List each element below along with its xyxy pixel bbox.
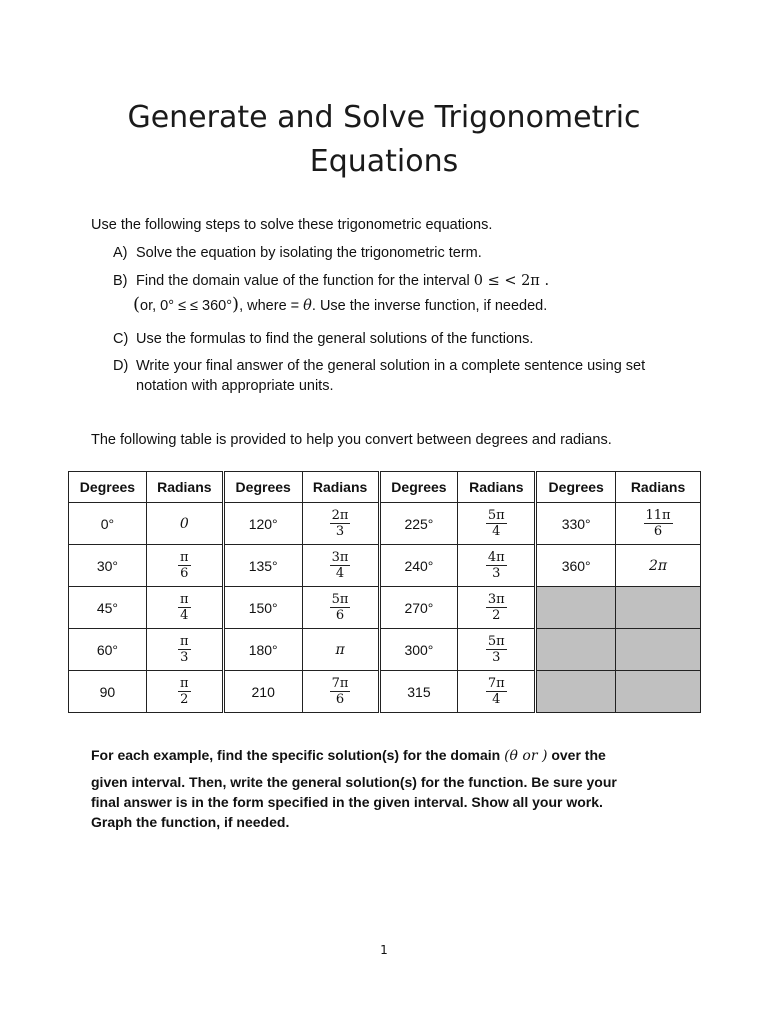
fraction-denominator: 2 [492, 608, 501, 623]
step-text: Solve the equation by isolating the trigonometric term. [136, 245, 482, 261]
radian-fraction [486, 634, 507, 665]
radians-cell [146, 629, 223, 671]
radian-fraction [178, 676, 191, 707]
table-header-row [69, 472, 701, 503]
degrees-cell: 90 [69, 671, 147, 713]
radians-cell [302, 587, 379, 629]
fraction-numerator: 5π [487, 508, 505, 523]
radians-cell [302, 503, 379, 545]
instructions-text: For each example, find the specific solution(s) for the domain [91, 747, 505, 763]
degrees-cell: 60° [69, 629, 147, 671]
degrees-cell: 120° [223, 503, 302, 545]
header-radians: Radians [146, 472, 223, 503]
radian-fraction [486, 676, 507, 707]
radians-cell [458, 629, 536, 671]
header-radians: Radians [616, 472, 701, 503]
radians-cell [458, 545, 536, 587]
radians-cell [458, 671, 536, 713]
header-degrees: Degrees [379, 472, 458, 503]
radians-cell [146, 503, 223, 545]
degrees-cell: 180° [223, 629, 302, 671]
title-line-1: Generate and Solve Trigonometric [127, 100, 641, 135]
paren-open: ( [133, 294, 141, 315]
step-text: Write your final answer of the general solution in a complete sentence using set [136, 358, 646, 374]
instructions-line-4: Graph the function, if needed. [91, 814, 290, 830]
table-row [69, 503, 701, 545]
inverse-text: . Use the inverse function, if needed. [311, 298, 548, 314]
degrees-cell: 0° [69, 503, 147, 545]
fraction-denominator: 3 [492, 650, 501, 665]
radians-cell [616, 503, 701, 545]
degrees-cell: 150° [223, 587, 302, 629]
fraction-numerator: 11π [645, 508, 671, 523]
fraction-denominator: 2 [180, 692, 189, 707]
fraction-denominator: 6 [335, 692, 345, 707]
fraction-numerator: 4π [487, 550, 505, 565]
degrees-cell: 30° [69, 545, 147, 587]
theta-symbol: θ [303, 298, 312, 314]
radians-cell [146, 587, 223, 629]
radian-fraction [486, 592, 507, 623]
fraction-numerator: 7π [487, 676, 505, 691]
domain-symbols: (θ or ) [504, 748, 548, 764]
fraction-numerator: 2π [331, 508, 349, 523]
title-line-2: Equations [309, 144, 459, 179]
radians-cell [458, 503, 536, 545]
fraction-denominator: 4 [180, 608, 189, 623]
step-text: notation with appropriate units. [136, 378, 334, 394]
radian-fraction [178, 550, 191, 581]
fraction-numerator: 7π [331, 676, 349, 691]
conversion-table [68, 471, 701, 713]
step-label: D) [113, 358, 129, 374]
fraction-numerator: 3π [331, 550, 349, 565]
degrees-cell: 135° [223, 545, 302, 587]
step-label: A) [113, 245, 128, 261]
fraction-denominator: 6 [180, 566, 189, 581]
fraction-numerator: π [180, 676, 189, 691]
radian-value: π [335, 642, 345, 658]
step-text: Use the formulas to find the general solutions of the functions. [136, 331, 534, 347]
fraction-numerator: 5π [487, 634, 505, 649]
instructions-line-3: final answer is in the form specified in the given interval. Show all your work. [91, 794, 603, 810]
empty-cell [536, 671, 616, 713]
radians-cell [302, 545, 379, 587]
radian-fraction [330, 676, 351, 707]
fraction-numerator: 5π [331, 592, 349, 607]
radian-fraction [644, 508, 673, 539]
radians-cell [302, 671, 379, 713]
fraction-denominator: 3 [180, 650, 189, 665]
radian-value: 2π [649, 558, 668, 574]
fraction-numerator: 3π [487, 592, 505, 607]
instructions-text: over the [547, 747, 606, 763]
degrees-cell: 360° [536, 545, 616, 587]
table-row [69, 587, 701, 629]
empty-cell [536, 587, 616, 629]
radian-fraction [486, 550, 507, 581]
instructions-line-2: given interval. Then, write the general solution(s) for the function. Be sure your [91, 774, 617, 790]
page-title [0, 96, 768, 184]
degrees-cell: 315 [379, 671, 458, 713]
paren-close: ) [232, 294, 240, 315]
intro-text: Use the following steps to solve these trigonometric equations. [91, 217, 493, 233]
fraction-numerator: π [180, 634, 189, 649]
degrees-cell: 300° [379, 629, 458, 671]
radian-fraction [330, 592, 351, 623]
where-text: , where = [239, 298, 304, 314]
radians-cell [146, 671, 223, 713]
degrees-cell: 330° [536, 503, 616, 545]
step-text-wrap [136, 271, 692, 291]
interval-math: 0 ≤ < 2π . [473, 273, 550, 289]
fraction-denominator: 3 [335, 524, 345, 539]
empty-cell [536, 629, 616, 671]
radian-fraction [178, 592, 191, 623]
header-radians: Radians [458, 472, 536, 503]
degree-interval: or, 0° ≤ ≤ 360° [140, 298, 233, 314]
instructions-line-1 [91, 745, 606, 766]
radian-fraction [330, 508, 351, 539]
step-label: C) [113, 331, 129, 347]
degrees-cell: 225° [379, 503, 458, 545]
fraction-denominator: 4 [492, 524, 501, 539]
degrees-cell: 45° [69, 587, 147, 629]
fraction-denominator: 6 [335, 608, 345, 623]
degrees-cell: 270° [379, 587, 458, 629]
radian-fraction [330, 550, 351, 581]
header-degrees: Degrees [223, 472, 302, 503]
radian-value: 0 [179, 516, 189, 532]
table-row [69, 545, 701, 587]
radian-fraction [178, 634, 191, 665]
step-b-line2-wrap [133, 295, 689, 316]
radians-cell [458, 587, 536, 629]
step-text: Find the domain value of the function for the interval [136, 273, 470, 289]
fraction-denominator: 4 [335, 566, 345, 581]
radians-cell [302, 629, 379, 671]
header-degrees: Degrees [536, 472, 616, 503]
radians-cell [616, 545, 701, 587]
empty-cell [616, 629, 701, 671]
table-intro: The following table is provided to help you convert between degrees and radians. [91, 432, 612, 448]
table-row [69, 629, 701, 671]
fraction-numerator: π [180, 592, 189, 607]
header-radians: Radians [302, 472, 379, 503]
degrees-cell: 210 [223, 671, 302, 713]
empty-cell [616, 671, 701, 713]
fraction-numerator: π [180, 550, 189, 565]
table-row [69, 671, 701, 713]
fraction-denominator: 3 [492, 566, 501, 581]
fraction-denominator: 6 [653, 524, 663, 539]
page-number: 1 [380, 943, 388, 957]
step-label: B) [113, 273, 128, 289]
header-degrees: Degrees [69, 472, 147, 503]
empty-cell [616, 587, 701, 629]
radians-cell [146, 545, 223, 587]
fraction-denominator: 4 [492, 692, 501, 707]
radian-fraction [486, 508, 507, 539]
degrees-cell: 240° [379, 545, 458, 587]
